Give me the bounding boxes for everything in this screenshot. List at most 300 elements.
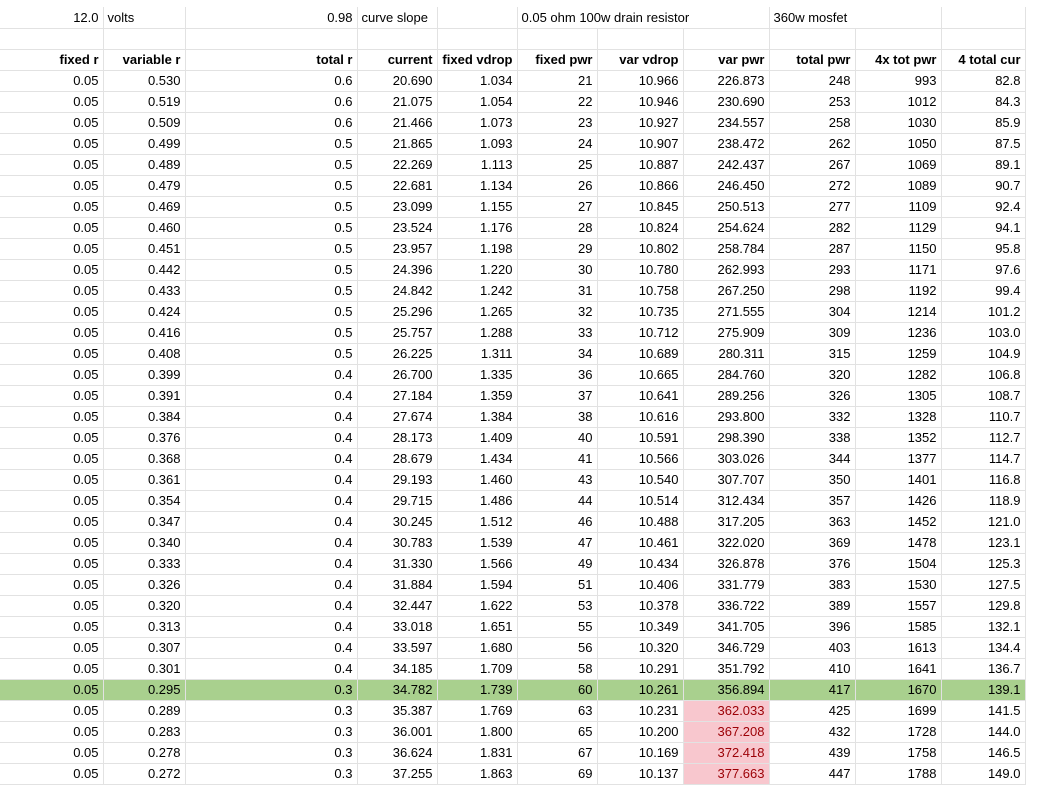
- table-cell[interactable]: 10.641: [597, 385, 683, 406]
- over-limit-cell[interactable]: 377.663: [683, 763, 769, 784]
- table-cell[interactable]: 1129: [855, 217, 941, 238]
- table-cell[interactable]: 103.0: [941, 322, 1025, 343]
- table-cell[interactable]: 1.539: [437, 532, 517, 553]
- table-cell[interactable]: 49: [517, 553, 597, 574]
- table-cell[interactable]: 10.712: [597, 322, 683, 343]
- table-cell[interactable]: 0.416: [103, 322, 185, 343]
- table-cell[interactable]: 1.409: [437, 427, 517, 448]
- table-cell[interactable]: 43: [517, 469, 597, 490]
- empty-cell[interactable]: [941, 28, 1025, 49]
- table-cell[interactable]: 439: [769, 742, 855, 763]
- table-cell[interactable]: 10.845: [597, 196, 683, 217]
- table-cell[interactable]: 40: [517, 427, 597, 448]
- table-cell[interactable]: 0.509: [103, 112, 185, 133]
- table-cell[interactable]: 326.878: [683, 553, 769, 574]
- table-cell[interactable]: 33: [517, 322, 597, 343]
- table-cell[interactable]: 0.301: [103, 658, 185, 679]
- table-cell[interactable]: 10.927: [597, 112, 683, 133]
- resistor-note-cell[interactable]: 0.05 ohm 100w drain resistor: [517, 7, 769, 28]
- table-cell[interactable]: 116.8: [941, 469, 1025, 490]
- table-cell[interactable]: 336.722: [683, 595, 769, 616]
- over-limit-cell[interactable]: 372.418: [683, 742, 769, 763]
- table-cell[interactable]: 0.469: [103, 196, 185, 217]
- table-cell[interactable]: 356.894: [683, 679, 769, 700]
- column-header-fixed-r[interactable]: fixed r: [0, 49, 103, 70]
- table-cell[interactable]: 10.689: [597, 343, 683, 364]
- table-cell[interactable]: 298: [769, 280, 855, 301]
- table-cell[interactable]: 36: [517, 364, 597, 385]
- table-cell[interactable]: 27.674: [357, 406, 437, 427]
- table-cell[interactable]: 121.0: [941, 511, 1025, 532]
- table-cell[interactable]: 0.3: [185, 763, 357, 784]
- table-cell[interactable]: 0.05: [0, 91, 103, 112]
- slope-value-cell[interactable]: 0.98: [185, 7, 357, 28]
- table-cell[interactable]: 0.4: [185, 385, 357, 406]
- table-cell[interactable]: 357: [769, 490, 855, 511]
- empty-cell[interactable]: [517, 28, 597, 49]
- table-cell[interactable]: 376: [769, 553, 855, 574]
- table-cell[interactable]: 118.9: [941, 490, 1025, 511]
- table-cell[interactable]: 34.782: [357, 679, 437, 700]
- table-cell[interactable]: 85.9: [941, 112, 1025, 133]
- table-cell[interactable]: 90.7: [941, 175, 1025, 196]
- table-cell[interactable]: 1259: [855, 343, 941, 364]
- volts-value-cell[interactable]: 12.0: [0, 7, 103, 28]
- table-cell[interactable]: 37: [517, 385, 597, 406]
- table-cell[interactable]: 293: [769, 259, 855, 280]
- column-header-current[interactable]: current: [357, 49, 437, 70]
- table-cell[interactable]: 267.250: [683, 280, 769, 301]
- table-cell[interactable]: 0.442: [103, 259, 185, 280]
- table-cell[interactable]: 10.137: [597, 763, 683, 784]
- table-cell[interactable]: 0.3: [185, 721, 357, 742]
- table-cell[interactable]: 0.530: [103, 70, 185, 91]
- table-cell[interactable]: 97.6: [941, 259, 1025, 280]
- table-cell[interactable]: 0.5: [185, 154, 357, 175]
- table-cell[interactable]: 0.6: [185, 70, 357, 91]
- table-cell[interactable]: 1.831: [437, 742, 517, 763]
- table-cell[interactable]: 1012: [855, 91, 941, 112]
- table-cell[interactable]: 29.193: [357, 469, 437, 490]
- table-cell[interactable]: 1089: [855, 175, 941, 196]
- table-cell[interactable]: 0.424: [103, 301, 185, 322]
- table-cell[interactable]: 1.265: [437, 301, 517, 322]
- table-cell[interactable]: 0.05: [0, 721, 103, 742]
- empty-cell[interactable]: [769, 28, 855, 49]
- table-cell[interactable]: 0.289: [103, 700, 185, 721]
- column-header-var-vdrop[interactable]: var vdrop: [597, 49, 683, 70]
- table-cell[interactable]: 396: [769, 616, 855, 637]
- table-cell[interactable]: 0.05: [0, 196, 103, 217]
- table-cell[interactable]: 22: [517, 91, 597, 112]
- table-cell[interactable]: 425: [769, 700, 855, 721]
- table-cell[interactable]: 10.378: [597, 595, 683, 616]
- table-cell[interactable]: 1641: [855, 658, 941, 679]
- table-cell[interactable]: 27.184: [357, 385, 437, 406]
- table-cell[interactable]: 1728: [855, 721, 941, 742]
- table-cell[interactable]: 21: [517, 70, 597, 91]
- table-cell[interactable]: 1.622: [437, 595, 517, 616]
- table-cell[interactable]: 0.479: [103, 175, 185, 196]
- table-cell[interactable]: 0.6: [185, 112, 357, 133]
- column-header-fixed-pwr[interactable]: fixed pwr: [517, 49, 597, 70]
- table-cell[interactable]: 0.05: [0, 553, 103, 574]
- table-cell[interactable]: 24: [517, 133, 597, 154]
- table-cell[interactable]: 10.231: [597, 700, 683, 721]
- table-cell[interactable]: 44: [517, 490, 597, 511]
- table-cell[interactable]: 0.05: [0, 217, 103, 238]
- table-cell[interactable]: 1.113: [437, 154, 517, 175]
- empty-cell[interactable]: [437, 28, 517, 49]
- table-cell[interactable]: 1.311: [437, 343, 517, 364]
- table-cell[interactable]: 35.387: [357, 700, 437, 721]
- table-cell[interactable]: 1.220: [437, 259, 517, 280]
- table-cell[interactable]: 10.907: [597, 133, 683, 154]
- table-cell[interactable]: 0.05: [0, 427, 103, 448]
- table-cell[interactable]: 10.461: [597, 532, 683, 553]
- table-cell[interactable]: 36.001: [357, 721, 437, 742]
- table-cell[interactable]: 350: [769, 469, 855, 490]
- table-cell[interactable]: 0.05: [0, 679, 103, 700]
- table-cell[interactable]: 0.4: [185, 532, 357, 553]
- table-cell[interactable]: 10.169: [597, 742, 683, 763]
- table-cell[interactable]: 84.3: [941, 91, 1025, 112]
- table-cell[interactable]: 447: [769, 763, 855, 784]
- empty-cell[interactable]: [597, 28, 683, 49]
- table-cell[interactable]: 1.034: [437, 70, 517, 91]
- table-cell[interactable]: 293.800: [683, 406, 769, 427]
- table-cell[interactable]: 1699: [855, 700, 941, 721]
- table-cell[interactable]: 0.05: [0, 406, 103, 427]
- table-cell[interactable]: 0.05: [0, 238, 103, 259]
- table-cell[interactable]: 1069: [855, 154, 941, 175]
- table-cell[interactable]: 28: [517, 217, 597, 238]
- table-cell[interactable]: 0.5: [185, 217, 357, 238]
- table-cell[interactable]: 10.866: [597, 175, 683, 196]
- table-cell[interactable]: 0.433: [103, 280, 185, 301]
- table-cell[interactable]: 110.7: [941, 406, 1025, 427]
- table-cell[interactable]: 0.278: [103, 742, 185, 763]
- table-cell[interactable]: 0.4: [185, 406, 357, 427]
- table-cell[interactable]: 106.8: [941, 364, 1025, 385]
- table-cell[interactable]: 346.729: [683, 637, 769, 658]
- empty-cell[interactable]: [357, 28, 437, 49]
- table-cell[interactable]: 0.4: [185, 427, 357, 448]
- table-cell[interactable]: 108.7: [941, 385, 1025, 406]
- table-cell[interactable]: 1.155: [437, 196, 517, 217]
- table-cell[interactable]: 101.2: [941, 301, 1025, 322]
- over-limit-cell[interactable]: 362.033: [683, 700, 769, 721]
- table-cell[interactable]: 25.296: [357, 301, 437, 322]
- table-cell[interactable]: 1.434: [437, 448, 517, 469]
- table-cell[interactable]: 1050: [855, 133, 941, 154]
- table-cell[interactable]: 0.05: [0, 658, 103, 679]
- table-cell[interactable]: 0.05: [0, 574, 103, 595]
- table-cell[interactable]: 262: [769, 133, 855, 154]
- table-cell[interactable]: 92.4: [941, 196, 1025, 217]
- table-cell[interactable]: 125.3: [941, 553, 1025, 574]
- table-cell[interactable]: 32: [517, 301, 597, 322]
- table-cell[interactable]: 69: [517, 763, 597, 784]
- table-cell[interactable]: 0.05: [0, 343, 103, 364]
- table-cell[interactable]: 0.333: [103, 553, 185, 574]
- table-cell[interactable]: 0.4: [185, 574, 357, 595]
- table-cell[interactable]: 0.5: [185, 301, 357, 322]
- table-cell[interactable]: 29: [517, 238, 597, 259]
- table-cell[interactable]: 65: [517, 721, 597, 742]
- table-cell[interactable]: 28.679: [357, 448, 437, 469]
- empty-cell[interactable]: [0, 28, 103, 49]
- table-cell[interactable]: 82.8: [941, 70, 1025, 91]
- table-cell[interactable]: 1030: [855, 112, 941, 133]
- table-cell[interactable]: 0.451: [103, 238, 185, 259]
- table-cell[interactable]: 10.616: [597, 406, 683, 427]
- empty-cell[interactable]: [683, 28, 769, 49]
- table-cell[interactable]: 0.376: [103, 427, 185, 448]
- over-limit-cell[interactable]: 367.208: [683, 721, 769, 742]
- table-cell[interactable]: 0.4: [185, 616, 357, 637]
- table-cell[interactable]: 1.176: [437, 217, 517, 238]
- table-cell[interactable]: 307.707: [683, 469, 769, 490]
- table-cell[interactable]: 0.5: [185, 133, 357, 154]
- table-cell[interactable]: 1.288: [437, 322, 517, 343]
- table-cell[interactable]: 10.802: [597, 238, 683, 259]
- table-cell[interactable]: 0.05: [0, 616, 103, 637]
- table-cell[interactable]: 267: [769, 154, 855, 175]
- table-cell[interactable]: 1109: [855, 196, 941, 217]
- table-cell[interactable]: 0.5: [185, 280, 357, 301]
- table-cell[interactable]: 60: [517, 679, 597, 700]
- table-cell[interactable]: 0.4: [185, 595, 357, 616]
- table-cell[interactable]: 1.739: [437, 679, 517, 700]
- table-cell[interactable]: 315: [769, 343, 855, 364]
- table-cell[interactable]: 31.330: [357, 553, 437, 574]
- table-cell[interactable]: 1.512: [437, 511, 517, 532]
- column-header-4-total-cur[interactable]: 4 total cur: [941, 49, 1025, 70]
- table-cell[interactable]: 0.489: [103, 154, 185, 175]
- table-cell[interactable]: 10.406: [597, 574, 683, 595]
- table-cell[interactable]: 0.05: [0, 175, 103, 196]
- table-cell[interactable]: 344: [769, 448, 855, 469]
- table-cell[interactable]: 0.05: [0, 112, 103, 133]
- table-cell[interactable]: 23.524: [357, 217, 437, 238]
- column-header-total-pwr[interactable]: total pwr: [769, 49, 855, 70]
- table-cell[interactable]: 1.134: [437, 175, 517, 196]
- table-cell[interactable]: 94.1: [941, 217, 1025, 238]
- table-cell[interactable]: 21.865: [357, 133, 437, 154]
- table-cell[interactable]: 326: [769, 385, 855, 406]
- table-cell[interactable]: 58: [517, 658, 597, 679]
- table-cell[interactable]: 112.7: [941, 427, 1025, 448]
- table-cell[interactable]: 1305: [855, 385, 941, 406]
- table-cell[interactable]: 0.399: [103, 364, 185, 385]
- table-cell[interactable]: 0.05: [0, 259, 103, 280]
- table-cell[interactable]: 51: [517, 574, 597, 595]
- table-cell[interactable]: 53: [517, 595, 597, 616]
- table-cell[interactable]: 127.5: [941, 574, 1025, 595]
- table-cell[interactable]: 149.0: [941, 763, 1025, 784]
- table-cell[interactable]: 0.5: [185, 196, 357, 217]
- table-cell[interactable]: 0.384: [103, 406, 185, 427]
- table-cell[interactable]: 24.396: [357, 259, 437, 280]
- table-cell[interactable]: 0.340: [103, 532, 185, 553]
- table-cell[interactable]: 1.680: [437, 637, 517, 658]
- table-cell[interactable]: 0.05: [0, 280, 103, 301]
- table-cell[interactable]: 1426: [855, 490, 941, 511]
- table-cell[interactable]: 277: [769, 196, 855, 217]
- table-cell[interactable]: 298.390: [683, 427, 769, 448]
- table-cell[interactable]: 0.272: [103, 763, 185, 784]
- table-cell[interactable]: 38: [517, 406, 597, 427]
- table-cell[interactable]: 1150: [855, 238, 941, 259]
- table-cell[interactable]: 0.05: [0, 511, 103, 532]
- table-cell[interactable]: 10.200: [597, 721, 683, 742]
- table-cell[interactable]: 254.624: [683, 217, 769, 238]
- table-cell[interactable]: 1.651: [437, 616, 517, 637]
- table-cell[interactable]: 129.8: [941, 595, 1025, 616]
- table-cell[interactable]: 1530: [855, 574, 941, 595]
- table-cell[interactable]: 1.073: [437, 112, 517, 133]
- table-cell[interactable]: 284.760: [683, 364, 769, 385]
- table-cell[interactable]: 993: [855, 70, 941, 91]
- table-cell[interactable]: 432: [769, 721, 855, 742]
- table-cell[interactable]: 363: [769, 511, 855, 532]
- table-cell[interactable]: 282: [769, 217, 855, 238]
- table-cell[interactable]: 234.557: [683, 112, 769, 133]
- table-cell[interactable]: 0.4: [185, 448, 357, 469]
- table-cell[interactable]: 1478: [855, 532, 941, 553]
- table-cell[interactable]: 136.7: [941, 658, 1025, 679]
- table-cell[interactable]: 320: [769, 364, 855, 385]
- table-cell[interactable]: 1.566: [437, 553, 517, 574]
- table-cell[interactable]: 0.05: [0, 133, 103, 154]
- table-cell[interactable]: 55: [517, 616, 597, 637]
- table-cell[interactable]: 1788: [855, 763, 941, 784]
- table-cell[interactable]: 1171: [855, 259, 941, 280]
- table-cell[interactable]: 27: [517, 196, 597, 217]
- table-cell[interactable]: 23.957: [357, 238, 437, 259]
- table-cell[interactable]: 22.681: [357, 175, 437, 196]
- table-cell[interactable]: 338: [769, 427, 855, 448]
- slope-label-cell[interactable]: curve slope: [357, 7, 437, 28]
- table-cell[interactable]: 1452: [855, 511, 941, 532]
- table-cell[interactable]: 0.4: [185, 553, 357, 574]
- mosfet-note-cell[interactable]: 360w mosfet: [769, 7, 941, 28]
- table-cell[interactable]: 0.326: [103, 574, 185, 595]
- table-cell[interactable]: 0.05: [0, 322, 103, 343]
- table-cell[interactable]: 0.05: [0, 469, 103, 490]
- table-cell[interactable]: 139.1: [941, 679, 1025, 700]
- table-cell[interactable]: 0.368: [103, 448, 185, 469]
- table-cell[interactable]: 1504: [855, 553, 941, 574]
- table-cell[interactable]: 37.255: [357, 763, 437, 784]
- table-cell[interactable]: 272: [769, 175, 855, 196]
- table-cell[interactable]: 242.437: [683, 154, 769, 175]
- table-cell[interactable]: 23: [517, 112, 597, 133]
- empty-cell[interactable]: [941, 7, 1025, 28]
- table-cell[interactable]: 95.8: [941, 238, 1025, 259]
- table-cell[interactable]: 10.320: [597, 637, 683, 658]
- table-cell[interactable]: 1328: [855, 406, 941, 427]
- table-cell[interactable]: 0.320: [103, 595, 185, 616]
- table-cell[interactable]: 0.05: [0, 70, 103, 91]
- column-header-variable-r[interactable]: variable r: [103, 49, 185, 70]
- table-cell[interactable]: 10.946: [597, 91, 683, 112]
- empty-cell[interactable]: [437, 7, 517, 28]
- column-header-fixed-vdrop[interactable]: fixed vdrop: [437, 49, 517, 70]
- table-cell[interactable]: 21.075: [357, 91, 437, 112]
- table-cell[interactable]: 31: [517, 280, 597, 301]
- table-cell[interactable]: 280.311: [683, 343, 769, 364]
- table-cell[interactable]: 46: [517, 511, 597, 532]
- table-cell[interactable]: 258: [769, 112, 855, 133]
- table-cell[interactable]: 31.884: [357, 574, 437, 595]
- table-cell[interactable]: 287: [769, 238, 855, 259]
- table-cell[interactable]: 317.205: [683, 511, 769, 532]
- table-cell[interactable]: 26.700: [357, 364, 437, 385]
- column-header-4x-tot-pwr[interactable]: 4x tot pwr: [855, 49, 941, 70]
- table-cell[interactable]: 0.4: [185, 490, 357, 511]
- table-cell[interactable]: 10.434: [597, 553, 683, 574]
- table-cell[interactable]: 10.780: [597, 259, 683, 280]
- table-cell[interactable]: 0.408: [103, 343, 185, 364]
- table-cell[interactable]: 0.05: [0, 385, 103, 406]
- table-cell[interactable]: 32.447: [357, 595, 437, 616]
- table-cell[interactable]: 1613: [855, 637, 941, 658]
- table-cell[interactable]: 87.5: [941, 133, 1025, 154]
- table-cell[interactable]: 56: [517, 637, 597, 658]
- table-cell[interactable]: 0.3: [185, 700, 357, 721]
- table-cell[interactable]: 0.05: [0, 742, 103, 763]
- table-cell[interactable]: 0.5: [185, 259, 357, 280]
- table-cell[interactable]: 369: [769, 532, 855, 553]
- table-cell[interactable]: 0.05: [0, 637, 103, 658]
- table-cell[interactable]: 1.769: [437, 700, 517, 721]
- table-cell[interactable]: 20.690: [357, 70, 437, 91]
- table-cell[interactable]: 29.715: [357, 490, 437, 511]
- table-cell[interactable]: 1377: [855, 448, 941, 469]
- table-cell[interactable]: 0.283: [103, 721, 185, 742]
- table-cell[interactable]: 0.3: [185, 679, 357, 700]
- table-cell[interactable]: 309: [769, 322, 855, 343]
- table-cell[interactable]: 389: [769, 595, 855, 616]
- table-cell[interactable]: 0.313: [103, 616, 185, 637]
- table-cell[interactable]: 0.05: [0, 763, 103, 784]
- table-cell[interactable]: 33.597: [357, 637, 437, 658]
- table-cell[interactable]: 0.499: [103, 133, 185, 154]
- table-cell[interactable]: 331.779: [683, 574, 769, 595]
- table-cell[interactable]: 0.391: [103, 385, 185, 406]
- empty-cell[interactable]: [103, 28, 185, 49]
- table-cell[interactable]: 10.566: [597, 448, 683, 469]
- table-cell[interactable]: 410: [769, 658, 855, 679]
- table-cell[interactable]: 1.594: [437, 574, 517, 595]
- table-cell[interactable]: 417: [769, 679, 855, 700]
- table-cell[interactable]: 63: [517, 700, 597, 721]
- table-cell[interactable]: 1.800: [437, 721, 517, 742]
- column-header-var-pwr[interactable]: var pwr: [683, 49, 769, 70]
- table-cell[interactable]: 10.758: [597, 280, 683, 301]
- table-cell[interactable]: 0.05: [0, 301, 103, 322]
- table-cell[interactable]: 383: [769, 574, 855, 595]
- table-cell[interactable]: 341.705: [683, 616, 769, 637]
- table-cell[interactable]: 1.335: [437, 364, 517, 385]
- table-cell[interactable]: 10.824: [597, 217, 683, 238]
- table-cell[interactable]: 10.514: [597, 490, 683, 511]
- table-cell[interactable]: 0.05: [0, 490, 103, 511]
- table-cell[interactable]: 0.5: [185, 343, 357, 364]
- table-cell[interactable]: 0.4: [185, 511, 357, 532]
